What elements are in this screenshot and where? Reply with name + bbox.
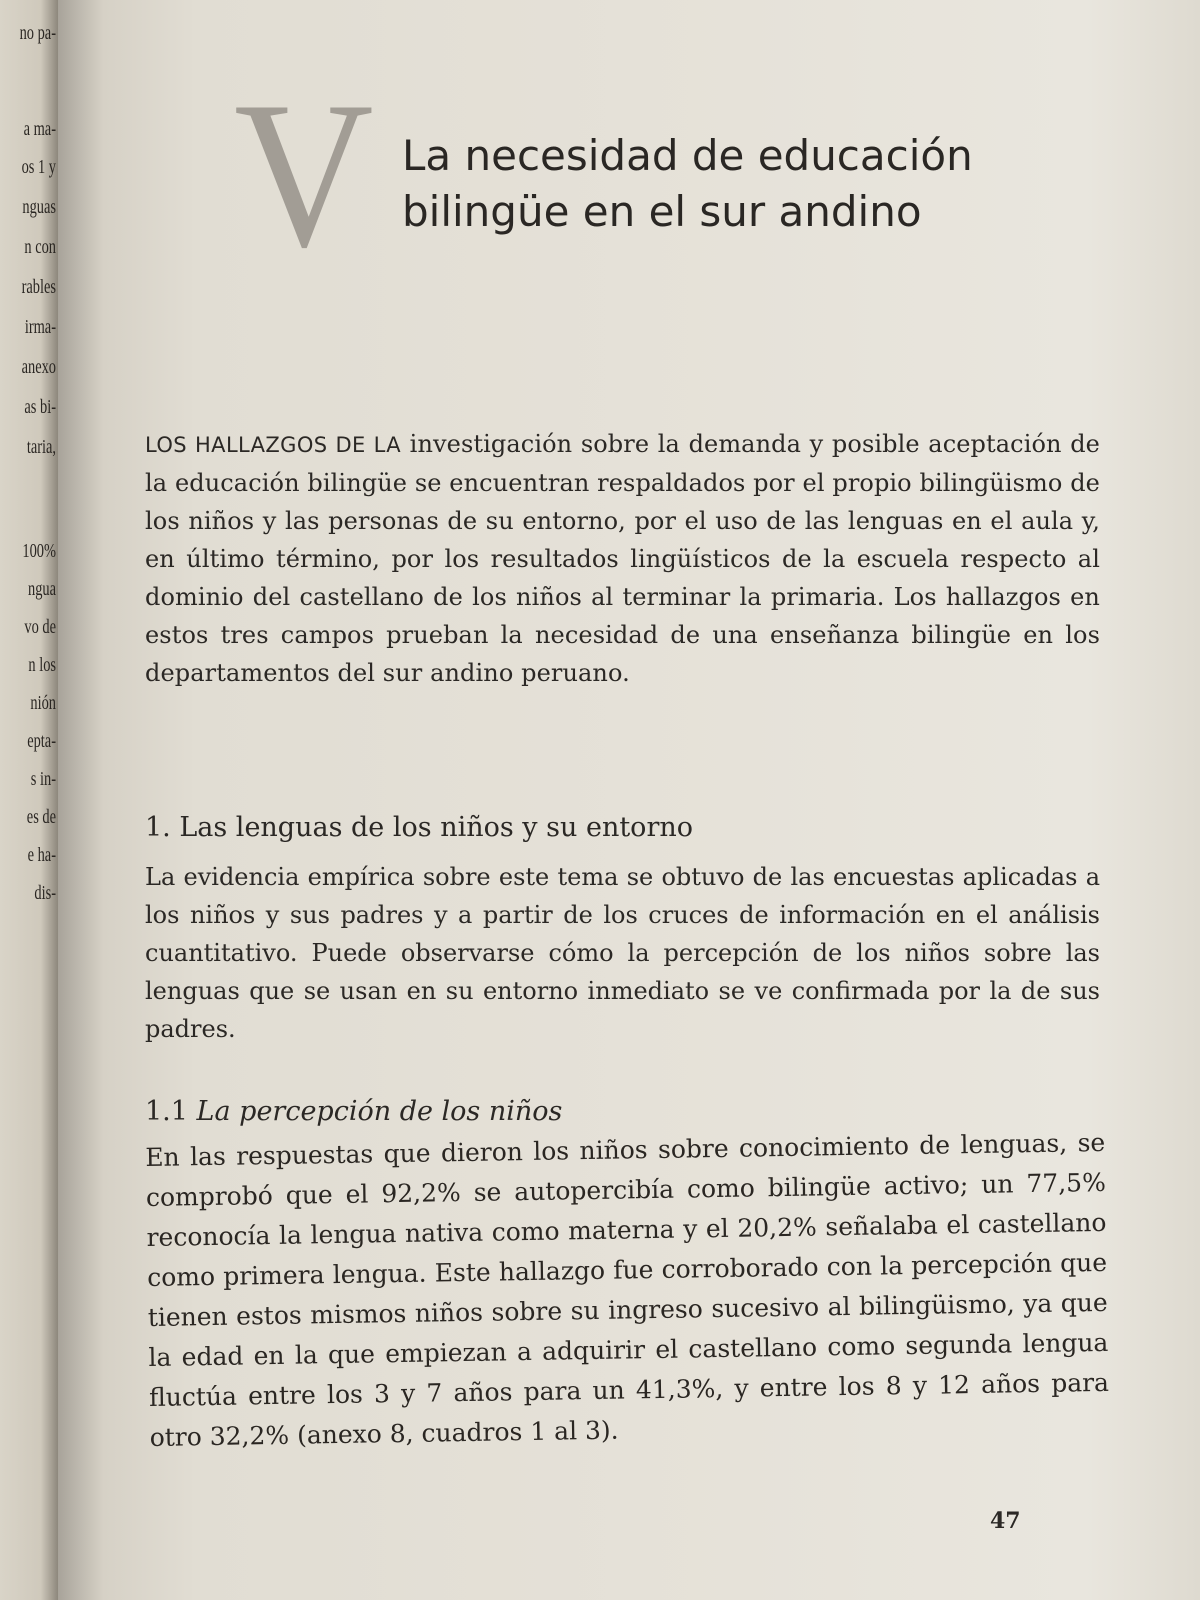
facing-page-fragment: 100% (22, 540, 56, 562)
intro-text: investigación sobre la demanda y posible aceptación de la educación bilingüe se encuentran respaldados por el propio bilingüismo de los niños y las personas de su entorno, por el uso de las lenguas en el aula y, en último término, por los resultados lingüísticos de la escuela respecto al dominio del castellano de los niños al terminar la primaria. Los hallazgos en estos tres campos prueban la necesidad de una enseñanza bilingüe en los departamentos del sur andino peruano. (145, 430, 1100, 687)
facing-page-fragment: epta- (27, 730, 56, 752)
book-page (58, 0, 1200, 1600)
facing-page-edge (0, 0, 58, 1600)
facing-page-fragment: es de (26, 806, 56, 828)
chapter-title-line: La necesidad de educación (402, 131, 973, 180)
facing-page-fragment: os 1 y (21, 156, 56, 178)
facing-page-fragment: nguas (22, 196, 56, 218)
section-heading: 1. Las lenguas de los niños y su entorno (145, 812, 693, 843)
facing-page-fragment: s in- (30, 768, 56, 790)
facing-page-fragment: rables (21, 276, 56, 298)
subsection-title: La percepción de los niños (196, 1096, 563, 1127)
facing-page-fragment: n con (24, 236, 56, 258)
facing-page-fragment: taria, (26, 436, 56, 458)
facing-page-fragment: vo de (24, 616, 56, 638)
chapter-number: V (234, 59, 374, 291)
facing-page-fragment: as bi- (24, 396, 56, 418)
facing-page-fragment: ngua (27, 578, 56, 600)
section-paragraph: La evidencia empírica sobre este tema se obtuvo de las encuestas aplicadas a los niños y sus padres y a partir de los cruces de información en el análisis cuantitativo. Puede observarse cómo la percepción de los niños sobre las lenguas que se usan en su entorno inmediato se ve confirmada por la de sus padres. (145, 863, 1100, 1043)
intro-lead-smallcaps: LOS HALLAZGOS DE LA (145, 433, 402, 457)
facing-page-fragment: anexo (21, 356, 56, 378)
facing-page-fragment: nión (30, 692, 56, 714)
subsection-number: 1.1 (145, 1096, 188, 1127)
page-number: 47 (990, 1508, 1021, 1534)
facing-page-fragment: irma- (24, 316, 56, 338)
facing-page-fragment: a ma- (23, 118, 56, 140)
chapter-title-line: bilingüe en el sur andino (402, 187, 922, 236)
subsection-paragraph: En las respuestas que dieron los niños sobre conocimiento de lenguas, se comprobó que el 92,2% se autopercibía como bilingüe activo; un 77,5% reconocía la lengua nativa como materna y el 20,2% señalaba el castellano como primera lengua. Este hallazgo fue corroborado con la percepción que tienen estos mismos niños sobre su ingreso sucesivo al bilingüismo, ya que la edad en la que empiezan a adquirir el castellano como segunda lengua fluctúa entre los 3 y 7 años para un 41,3%, y entre los 8 y 12 años para otro 32,2% (anexo 8, cuadros 1 al 3). (145, 1127, 1110, 1452)
facing-page-fragment: dis- (34, 882, 56, 904)
chapter-title (402, 128, 1042, 240)
intro-paragraph (145, 425, 1100, 692)
facing-page-fragment: e ha- (27, 844, 56, 866)
facing-page-fragment: no pa- (19, 22, 56, 44)
subsection-heading (145, 1096, 562, 1127)
facing-page-fragment: n los (28, 654, 56, 676)
